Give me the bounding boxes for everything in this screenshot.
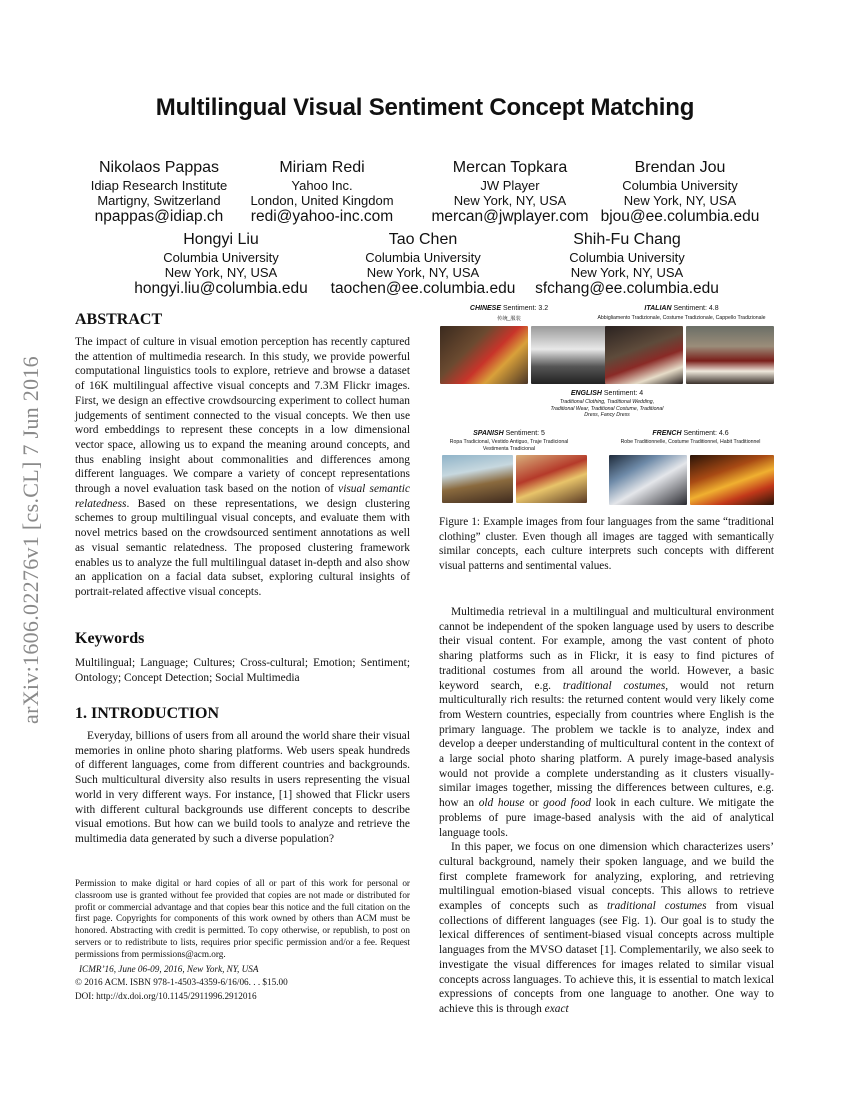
author-affiliation: Yahoo Inc. — [291, 178, 353, 193]
abstract-text: The impact of culture in visual emotion perception has recently captured the attention of multimedia research. In this study, we provide powerful computational linguistics tools to explore, retrieve and browse a dataset of 16K multilingual affective visual concepts and 7.3M Flickr images. First, we design an effective crowdsourcing experiment to collect human judgements of sentiment connected to the visual concepts. We then use word embeddings to represent these concepts in a low dimensional vector space, allowing us to expand the meaning around concepts, and thus enabling insight about commonalities and differences among different languages. We compare a variety of concept representations through a novel evaluation task based on the notion of visual semantic relatedness. Based on these representations, we design clustering schemes to group multilingual visual concepts, and evaluate them with novel metrics based on the crowdsourced sentiment annotations as well as visual semantic relatedness. The proposed clustering framework enables us to analyze the full multilingual dataset in-depth and also show an application on a facial data subset, exploring cultural insights of portrait-related affective visual concepts. — [75, 336, 411, 598]
figure-terms-english: Traditional Clothing, Traditional Wedding, Traditional Wear, Traditional Costume, Traditional Dress, Fancy Dress — [550, 399, 664, 418]
author-name: Shih-Fu Chang — [573, 231, 681, 248]
author-email: sfchang@ee.columbia.edu — [535, 280, 719, 297]
introduction-continued — [439, 605, 774, 1017]
author-email: redi@yahoo-inc.com — [250, 208, 394, 225]
author-affiliation: Columbia University — [622, 178, 738, 193]
paragraph: In this paper, we focus on one dimension which characterizes users’ cultural background, namely their spoken language, and we build the first complete framework for analyzing, exploring, and retrieving multilingual emotion-biased visual concepts. This allows to retrieve examples of concepts such as traditional costumes from visual collections of different languages (see Fig. 1). Our goal is to study the lexical differences of sentiment-biased visual concepts across multiple languages from the MVSO dataset [1]. Complementarily, we also seek to investigate the visual differences for images related to similar visual concepts across languages. To achieve this, it is essential to match lexical expressions of concepts from one language to another. One way to achieve this is through exact — [439, 841, 775, 1015]
author-affiliation: Columbia University — [163, 250, 279, 265]
paragraph: Multimedia retrieval in a multilingual and multicultural environment cannot be independent of the spoken language used by users to describe their visual content. For example, among the vast content of photo sharing platforms such as in Flickr, it is easy to find pictures of traditional costumes from all around the world. However, a basic keyword search, e.g. traditional costumes, would not return multiculturally rich results: the returned content would very likely come from Western countries, especially from countries where English is the primary language. The problem we tackle is to analyze, index and develop a deeper understanding of multicultural content in the context of a large social photo sharing platform. A purely image-based analysis would not provide a complete understanding as it clusters visually-similar images together, missing the differences between cultures, e.g. how an old house or good food look in each culture. We mitigate the problems of pure image-based analysis with the aid of analytical language tools. — [439, 606, 774, 839]
keywords-section — [75, 630, 410, 685]
footnote-block — [75, 878, 410, 1003]
author-name: Nikolaos Pappas — [98, 159, 220, 176]
author-location: Martigny, Switzerland — [97, 193, 221, 208]
author-affiliation: Columbia University — [569, 250, 685, 265]
introduction-heading: 1. INTRODUCTION — [75, 705, 220, 722]
photo-french-costume — [609, 455, 687, 505]
author-name: Brendan Jou — [634, 159, 726, 176]
figure-label-spanish: SPANISH Sentiment: 5 — [473, 430, 545, 437]
photo-spanish-costume — [442, 455, 513, 503]
photo-italian-dancers — [686, 326, 774, 384]
figure-terms-italian: Abbigliamento Tradizionale, Costume Tradizionale, Cappello Tradizionale — [597, 315, 766, 321]
paper-title: Multilingual Visual Sentiment Concept Matching — [155, 94, 695, 121]
author-block — [555, 158, 805, 226]
author-location: New York, NY, USA — [164, 265, 278, 280]
keywords-heading: Keywords — [75, 630, 145, 647]
author-name: Mercan Topkara — [452, 159, 568, 176]
author-location: New York, NY, USA — [366, 265, 480, 280]
author-affiliation: Columbia University — [365, 250, 481, 265]
author-location: New York, NY, USA — [453, 193, 567, 208]
author-location: New York, NY, USA — [623, 193, 737, 208]
author-email: taochen@ee.columbia.edu — [330, 280, 516, 297]
author-email: npappas@idiap.ch — [94, 208, 224, 225]
arxiv-stamp — [6, 300, 56, 780]
author-email: mercan@jwplayer.com — [431, 208, 589, 225]
introduction-section — [75, 705, 410, 847]
arxiv-id: arXiv:1606.02276v1 [cs.CL] 7 Jun 2016 — [18, 356, 43, 724]
author-name: Tao Chen — [388, 231, 458, 248]
author-name: Miriam Redi — [279, 159, 365, 176]
venue-line: ICMR’16, June 06-09, 2016, New York, NY, USA — [79, 963, 259, 974]
figure-terms-spanish: Ropa Tradicional, Vestido Antiguo, Traje Tradicional Vestimenta Tradicional — [449, 439, 569, 452]
abstract-section — [75, 311, 410, 600]
photo-french-dancers — [690, 455, 774, 505]
photo-spanish-dancer — [516, 455, 587, 503]
permission-notice: Permission to make digital or hard copies of all or part of this work for personal or classroom use is granted without fee provided that copies are not made or distributed for profit or commercial advantage and that copies bear this notice and the full citation on the first page. Copyrights for components of this work owned by others than ACM must be honored. Abstracting with credit is permitted. To copy otherwise, or republish, to post on servers or to redistribute to lists, requires prior specific permission and/or a fee. Request permissions from permissions@acm.org. — [75, 878, 410, 959]
photo-chinese-costume — [440, 326, 528, 384]
author-email: hongyi.liu@columbia.edu — [134, 280, 308, 297]
introduction-text: Everyday, billions of users from all around the world share their visual memories in online photo sharing platforms. Web users speak hundreds of different languages, come from different countries and backgrounds. Such multicultural diversity also results in users representing the visual world in very different ways. For instance, [1] showed that Flickr users with different cultural backgrounds use different concepts to describe visual emotions. But how can we build tools to analyze and retrieve the multimedia data generated by such a diverse population? — [75, 730, 410, 845]
author-affiliation: Idiap Research Institute — [90, 178, 228, 193]
author-name: Hongyi Liu — [183, 231, 259, 248]
figure-1-caption: Figure 1: Example images from four languages from the same “traditional clothing” cluster. Even though all images are tagged with semantically similar concepts, each culture interprets such concepts with different visual patterns and sentimental values. — [439, 516, 774, 572]
figure-label-chinese: CHINESE Sentiment: 3.2 — [469, 305, 549, 312]
photo-italian-costume — [605, 326, 683, 384]
author-affiliation: JW Player — [480, 178, 540, 193]
figure-label-english: ENGLISH Sentiment: 4 — [570, 390, 644, 397]
figure-1 — [439, 303, 774, 509]
doi-line: DOI: http://dx.doi.org/10.1145/2911996.2912016 — [75, 991, 257, 1002]
figure-terms-french: Robe Traditionnelle, Costume Traditionnel, Habit Traditionnel — [620, 439, 761, 445]
copyright-line: © 2016 ACM. ISBN 978-1-4503-4359-6/16/06. . . $15.00 — [75, 977, 288, 988]
figure-label-french: FRENCH Sentiment: 4.6 — [652, 430, 729, 437]
author-block — [502, 230, 752, 298]
author-location: New York, NY, USA — [570, 265, 684, 280]
figure-terms-chinese: 传统_服装 — [497, 316, 521, 322]
figure-label-italian: ITALIAN Sentiment: 4.8 — [644, 305, 719, 312]
author-email: bjou@ee.columbia.edu — [600, 208, 760, 225]
keywords-text: Multilingual; Language; Cultures; Cross-cultural; Emotion; Sentiment; Ontology; Concept Detection; Social Multimedia — [75, 657, 410, 684]
abstract-heading: ABSTRACT — [75, 311, 163, 328]
author-location: London, United Kingdom — [250, 193, 394, 208]
